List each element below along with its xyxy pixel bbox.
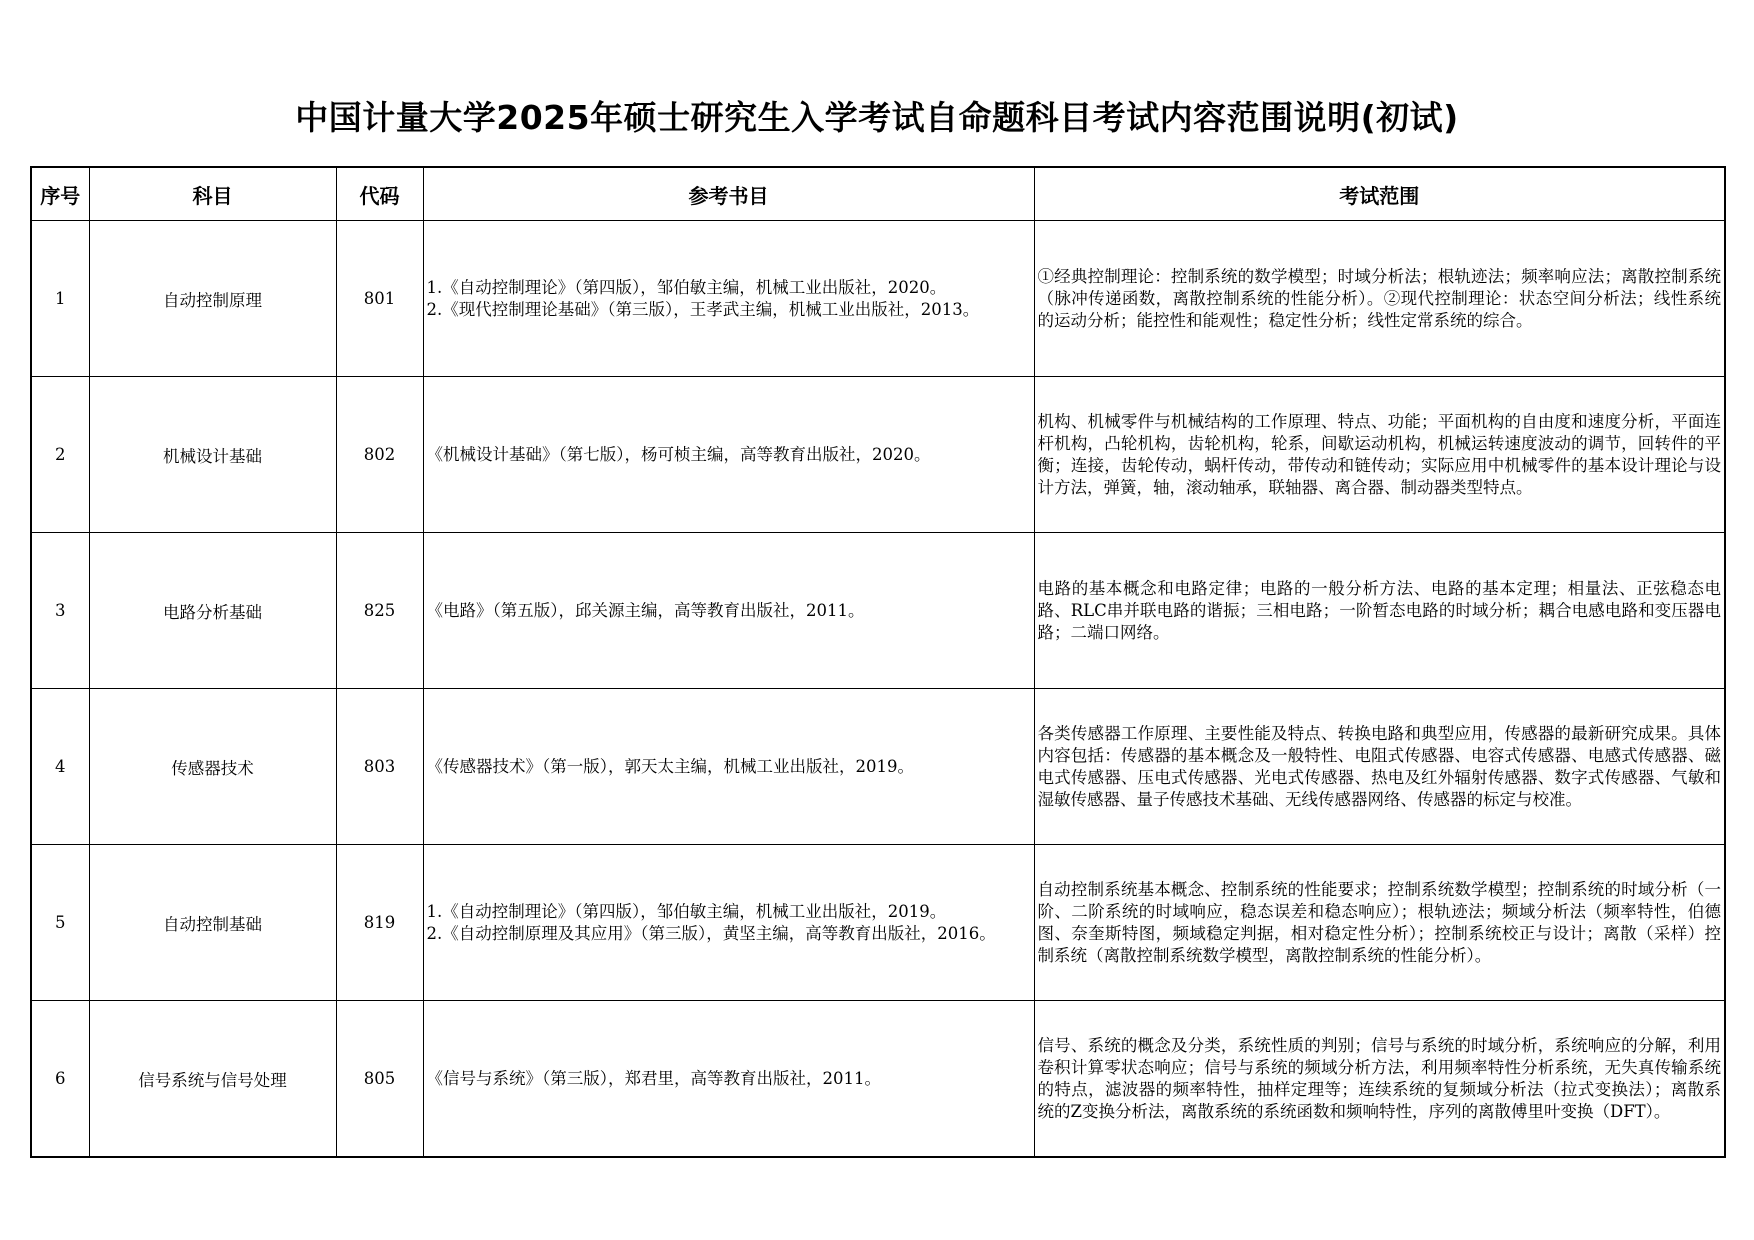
table-row (31, 689, 1725, 845)
row-number: 3 (31, 533, 89, 689)
table-row (31, 1001, 1725, 1158)
row-code: 801 (336, 221, 423, 377)
syllabus-table (30, 166, 1726, 1158)
header-exam-scope: 考试范围 (1034, 167, 1725, 221)
reference-book: 《电路》（第五版），邱关源主编，高等教育出版社，2011。 (426, 600, 865, 620)
table-row (31, 221, 1725, 377)
row-exam-scope: 各类传感器工作原理、主要性能及特点、转换电路和典型应用，传感器的最新研究成果。具体内容包括：传感器的基本概念及一般特性、电阻式传感器、电容式传感器、电感式传感器、磁电式传感器、压电式传感器、光电式传感器、热电及红外辐射传感器、数字式传感器、气敏和湿敏传感器、量子传感技术基础、无线传感器网络、传感器的标定与校准。 (1034, 689, 1725, 845)
reference-book: 《信号与系统》（第三版），郑君里，高等教育出版社，2011。 (426, 1068, 881, 1088)
row-reference-books (423, 377, 1034, 533)
header-code: 代码 (336, 167, 423, 221)
table-row (31, 377, 1725, 533)
row-reference-books (423, 533, 1034, 689)
row-number: 5 (31, 845, 89, 1001)
table-header-row (31, 167, 1725, 221)
header-number: 序号 (31, 167, 89, 221)
reference-book: 2.《自动控制原理及其应用》（第三版），黄坚主编，高等教育出版社，2016。 (426, 923, 996, 943)
row-exam-scope: 电路的基本概念和电路定律；电路的一般分析方法、电路的基本定理；相量法、正弦稳态电路、RLC串并联电路的谐振；三相电路；一阶暂态电路的时域分析；耦合电感电路和变压器电路；二端口网络。 (1034, 533, 1725, 689)
row-code: 819 (336, 845, 423, 1001)
row-reference-books (423, 221, 1034, 377)
row-reference-books (423, 689, 1034, 845)
row-subject: 自动控制基础 (89, 845, 336, 1001)
reference-book: 1.《自动控制理论》（第四版），邹伯敏主编，机械工业出版社，2019。 (426, 901, 947, 921)
row-number: 2 (31, 377, 89, 533)
reference-book: 《传感器技术》（第一版），郭天太主编，机械工业出版社，2019。 (426, 756, 914, 776)
row-subject: 信号系统与信号处理 (89, 1001, 336, 1158)
row-number: 6 (31, 1001, 89, 1158)
row-subject: 机械设计基础 (89, 377, 336, 533)
row-number: 4 (31, 689, 89, 845)
header-subject: 科目 (89, 167, 336, 221)
row-exam-scope: 信号、系统的概念及分类，系统性质的判别；信号与系统的时域分析，系统响应的分解，利用卷积计算零状态响应；信号与系统的频域分析方法，利用频率特性分析系统，无失真传输系统的特点，滤波器的频率特性，抽样定理等；连续系统的复频域分析法（拉式变换法）；离散系统的Z变换分析法，离散系统的系统函数和频响特性，序列的离散傅里叶变换（DFT）。 (1034, 1001, 1725, 1158)
reference-book: 1.《自动控制理论》（第四版），邹伯敏主编，机械工业出版社，2020。 (426, 277, 947, 297)
reference-book: 2.《现代控制理论基础》（第三版），王孝武主编，机械工业出版社，2013。 (426, 299, 980, 319)
row-subject: 传感器技术 (89, 689, 336, 845)
header-reference-books: 参考书目 (423, 167, 1034, 221)
row-reference-books (423, 845, 1034, 1001)
table-row (31, 845, 1725, 1001)
row-subject: 电路分析基础 (89, 533, 336, 689)
row-code: 802 (336, 377, 423, 533)
row-reference-books (423, 1001, 1034, 1158)
row-code: 825 (336, 533, 423, 689)
row-exam-scope: 机构、机械零件与机械结构的工作原理、特点、功能；平面机构的自由度和速度分析，平面连杆机构，凸轮机构，齿轮机构，轮系，间歇运动机构，机械运转速度波动的调节，回转件的平衡；连接，齿轮传动，蜗杆传动，带传动和链传动；实际应用中机械零件的基本设计理论与设计方法，弹簧，轴，滚动轴承，联轴器、离合器、制动器类型特点。 (1034, 377, 1725, 533)
row-exam-scope: ①经典控制理论：控制系统的数学模型；时域分析法；根轨迹法；频率响应法；离散控制系统（脉冲传递函数，离散控制系统的性能分析）。②现代控制理论：状态空间分析法；线性系统的运动分析；能控性和能观性；稳定性分析；线性定常系统的综合。 (1034, 221, 1725, 377)
reference-book: 《机械设计基础》（第七版），杨可桢主编，高等教育出版社，2020。 (426, 444, 931, 464)
row-code: 805 (336, 1001, 423, 1158)
table-row (31, 533, 1725, 689)
page-title: 中国计量大学2025年硕士研究生入学考试自命题科目考试内容范围说明(初试) (295, 98, 1459, 137)
row-number: 1 (31, 221, 89, 377)
row-exam-scope: 自动控制系统基本概念、控制系统的性能要求；控制系统数学模型；控制系统的时域分析（一阶、二阶系统的时域响应，稳态误差和稳态响应）；根轨迹法；频域分析法（频率特性，伯德图、奈奎斯特图，频域稳定判据，相对稳定性分析）；控制系统校正与设计；离散（采样）控制系统（离散控制系统数学模型，离散控制系统的性能分析）。 (1034, 845, 1725, 1001)
row-code: 803 (336, 689, 423, 845)
row-subject: 自动控制原理 (89, 221, 336, 377)
